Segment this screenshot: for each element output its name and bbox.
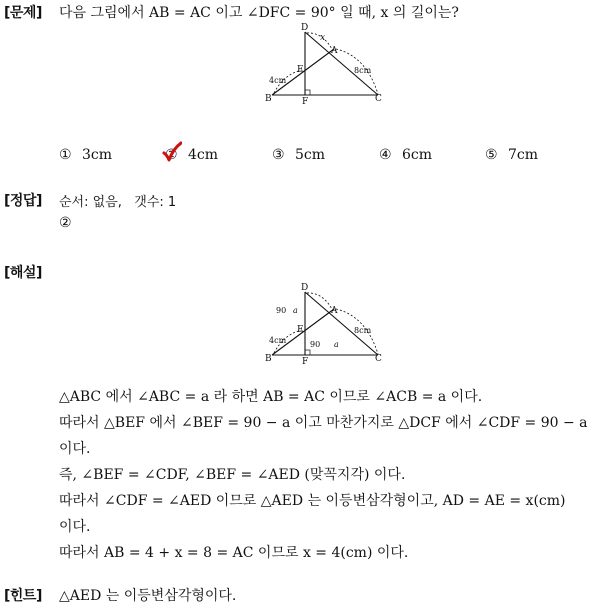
problem-figure — [262, 22, 386, 108]
choice-2-number: ② — [165, 147, 178, 163]
explanation-line-1: △ABC 에서 ∠ABC = a 라 하면 AB = AC 이므로 ∠ACB = a 이다. — [59, 389, 483, 405]
answer-value: ② — [59, 215, 72, 231]
svg-text:F: F — [302, 357, 309, 367]
choice-5-text: 7cm — [508, 147, 539, 163]
choice-4-text: 6cm — [402, 147, 433, 163]
exp-label-4cm: 4cm — [269, 336, 287, 345]
explanation-figure — [262, 282, 386, 368]
point-A: A — [331, 46, 338, 56]
explanation-line-2: 따라서 △BEF 에서 ∠BEF = 90 − a 이고 마찬가지로 △DCF 에서 ∠CDF = 90 − a — [59, 415, 588, 431]
choice-1[interactable] — [59, 147, 112, 163]
exp-label-a2: a — [334, 340, 339, 349]
svg-text:E: E — [297, 325, 304, 335]
hint-label: [힌트] — [4, 588, 42, 604]
hint-text: △AED 는 이등변삼각형이다. — [59, 588, 237, 604]
explanation-line-5: 따라서 ∠CDF = ∠AED 이므로 △AED 는 이등변삼각형이고, AD = AE = x(cm) — [59, 493, 566, 509]
explanation-line-4: 즉, ∠BEF = ∠CDF, ∠BEF = ∠AED (맞꼭지각) 이다. — [59, 467, 406, 483]
choice-2-text: 4cm — [188, 147, 219, 163]
answer-meta: 순서: 없음, 갯수: 1 — [59, 195, 177, 210]
choice-3-text: 5cm — [295, 147, 326, 163]
label-x: x — [320, 33, 326, 43]
svg-text:D: D — [301, 283, 309, 293]
point-D: D — [301, 23, 309, 33]
choice-4-number: ④ — [379, 147, 392, 163]
choice-4[interactable] — [379, 147, 432, 163]
point-B: B — [265, 94, 272, 104]
point-F: F — [302, 97, 309, 107]
choice-3[interactable] — [272, 147, 325, 163]
explanation-line-6: 이다. — [59, 519, 91, 535]
choice-1-number: ① — [59, 147, 72, 163]
exp-label-8cm: 8cm — [354, 326, 372, 335]
choice-5[interactable] — [485, 147, 538, 163]
choice-1-text: 3cm — [82, 147, 113, 163]
svg-text:B: B — [265, 354, 272, 364]
explanation-label: [해설] — [4, 265, 42, 281]
choice-2[interactable] — [165, 147, 218, 163]
explanation-line-3: 이다. — [59, 441, 91, 457]
exp-label-90: 90 — [276, 306, 287, 315]
exp-label-a: a — [293, 306, 298, 315]
choice-3-number: ③ — [272, 147, 285, 163]
problem-label: [문제] — [4, 5, 42, 21]
exp-label-90a: 90 — [310, 340, 321, 349]
choice-5-number: ⑤ — [485, 147, 498, 163]
explanation-line-7: 따라서 AB = 4 + x = 8 = AC 이므로 x = 4(cm) 이다. — [59, 545, 409, 561]
label-8cm: 8cm — [354, 66, 372, 75]
checkmark-icon — [162, 141, 182, 163]
svg-text:A: A — [331, 306, 338, 316]
problem-question: 다음 그림에서 AB = AC 이고 ∠DFC = 90° 일 때, x 의 길이는? — [59, 5, 459, 21]
svg-text:C: C — [375, 354, 382, 364]
point-C: C — [375, 94, 382, 104]
point-E: E — [297, 65, 304, 75]
label-4cm: 4cm — [269, 76, 287, 85]
answer-label: [정답] — [4, 193, 42, 209]
